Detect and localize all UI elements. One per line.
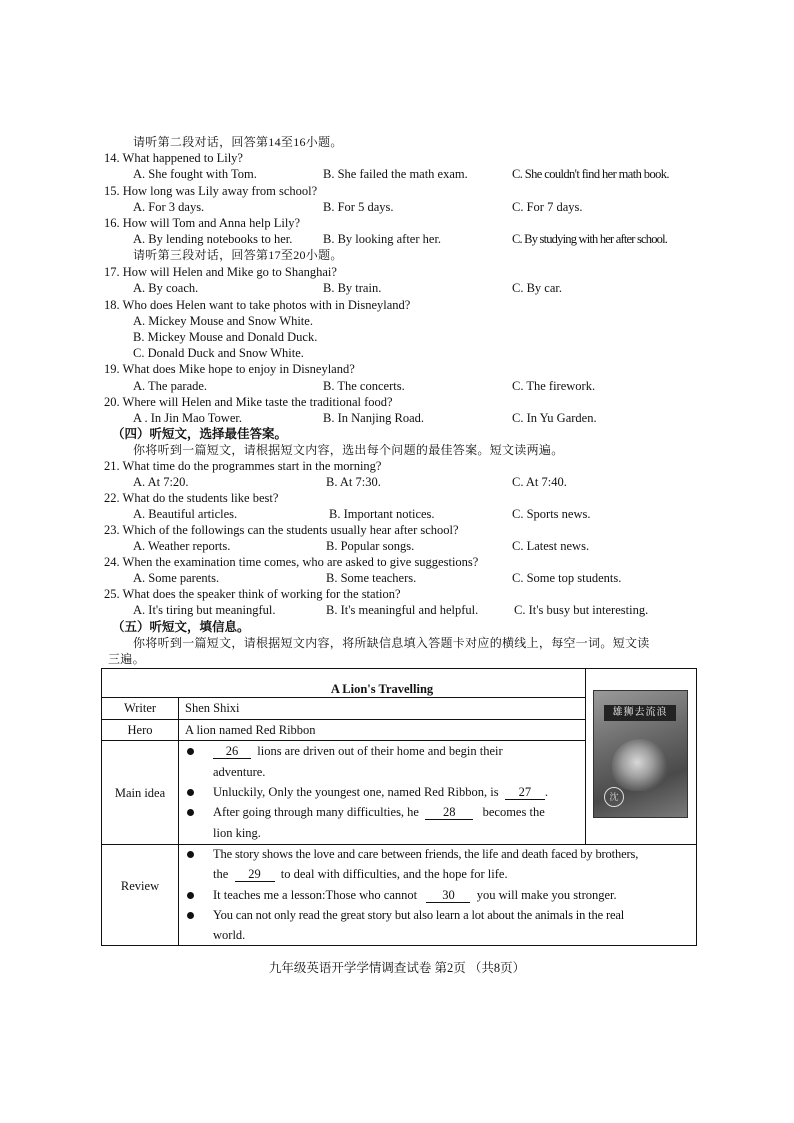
option-20a: A . In Jin Mao Tower. xyxy=(133,411,242,425)
table-rule xyxy=(102,719,585,720)
main-idea-bullet-2-end: . xyxy=(544,785,548,799)
question-25: 25. What does the speaker think of working for the station? xyxy=(104,587,401,601)
question-19: 19. What does Mike hope to enjoy in Disneyland? xyxy=(104,362,355,376)
bullet-icon xyxy=(187,809,194,816)
main-idea-bullet-3-text: After going through many difficulties, he xyxy=(213,805,419,819)
section-four-title: （四）听短文，选择最佳答案。 xyxy=(112,427,288,441)
blank-30: 30 xyxy=(426,888,470,903)
hero-label: Hero xyxy=(127,723,153,737)
bullet-icon xyxy=(187,789,194,796)
question-14: 14. What happened to Lily? xyxy=(104,151,243,165)
option-22a: A. Beautiful articles. xyxy=(133,507,238,521)
option-15c: C. For 7 days. xyxy=(512,200,583,214)
page-footer: 九年级英语开学学情调查试卷 第2页 （共8页） xyxy=(268,961,526,975)
option-16a: A. By lending notebooks to her. xyxy=(133,232,293,246)
table-rule xyxy=(102,697,585,698)
option-15b: B. For 5 days. xyxy=(323,200,394,214)
lion-illustration xyxy=(612,739,668,791)
question-22: 22. What do the students like best? xyxy=(104,491,279,505)
option-17a: A. By coach. xyxy=(133,281,199,295)
option-22c: C. Sports news. xyxy=(512,507,591,521)
instruction-dialogue-3: 请听第三段对话，回答第17至20小题。 xyxy=(133,248,343,262)
review-bullet-3-cont: world. xyxy=(213,928,246,942)
section-five-instruction: 你将听到一篇短文，请根据短文内容，将所缺信息填入答题卡对应的横线上，每空一词。短文读 xyxy=(133,636,650,650)
review-bullet-1: The story shows the love and care between friends, the life and death faced by brothers, xyxy=(213,847,639,861)
bullet-icon xyxy=(187,748,194,755)
review-bullet-3: You can not only read the great story but also learn a lot about the animals in the real xyxy=(213,908,625,922)
option-24a: A. Some parents. xyxy=(133,571,220,585)
option-20c: C. In Yu Garden. xyxy=(512,411,597,425)
writer-label: Writer xyxy=(123,701,157,715)
option-18a: A. Mickey Mouse and Snow White. xyxy=(133,314,313,328)
review-bullet-2-post: you will make you stronger. xyxy=(476,888,617,902)
option-21b: B. At 7:30. xyxy=(326,475,381,489)
table-rule xyxy=(102,740,585,741)
blank-29: 29 xyxy=(235,867,275,882)
main-idea-bullet-2-text: Unluckily, Only the youngest one, named Red Ribbon, is xyxy=(213,785,499,799)
option-21c: C. At 7:40. xyxy=(512,475,567,489)
writer-value: Shen Shixi xyxy=(185,701,240,715)
option-19c: C. The firework. xyxy=(512,379,596,393)
option-16b: B. By looking after her. xyxy=(323,232,442,246)
option-18b: B. Mickey Mouse and Donald Duck. xyxy=(133,330,318,344)
review-bullet-1-post: to deal with difficulties, and the hope for life. xyxy=(280,867,508,881)
main-idea-bullet-1-cont: adventure. xyxy=(213,765,266,779)
option-25a: A. It's tiring but meaningful. xyxy=(133,603,276,617)
option-23b: B. Popular songs. xyxy=(326,539,415,553)
option-14b: B. She failed the math exam. xyxy=(323,167,468,181)
option-17b: B. By train. xyxy=(323,281,382,295)
option-25b: B. It's meaningful and helpful. xyxy=(326,603,479,617)
option-22b: B. Important notices. xyxy=(329,507,435,521)
option-24c: C. Some top students. xyxy=(512,571,622,585)
review-bullet-2 xyxy=(213,887,617,903)
instruction-dialogue-2: 请听第二段对话，回答第14至16小题。 xyxy=(133,135,343,149)
question-18: 18. Who does Helen want to take photos with in Disneyland? xyxy=(104,298,411,312)
question-20: 20. Where will Helen and Mike taste the traditional food? xyxy=(104,395,393,409)
option-14c: C. She couldn't find her math book. xyxy=(512,167,669,181)
option-20b: B. In Nanjing Road. xyxy=(323,411,425,425)
table-rule xyxy=(585,669,586,844)
question-24: 24. When the examination time comes, who are asked to give suggestions? xyxy=(104,555,479,569)
review-bullet-1-pre: the xyxy=(213,867,229,881)
blank-27: 27 xyxy=(505,785,545,800)
book-seal: 沈 xyxy=(604,787,624,807)
book-cover-title: 雄狮去流浪 xyxy=(604,705,676,721)
question-16: 16. How will Tom and Anna help Lily? xyxy=(104,216,301,230)
option-24b: B. Some teachers. xyxy=(326,571,417,585)
main-idea-bullet-1 xyxy=(213,743,503,759)
option-19a: A. The parade. xyxy=(133,379,208,393)
option-17c: C. By car. xyxy=(512,281,562,295)
option-14a: A. She fought with Tom. xyxy=(133,167,257,181)
bullet-icon xyxy=(187,892,194,899)
book-cover-image xyxy=(593,690,688,818)
review-label: Review xyxy=(120,879,160,893)
hero-value: A lion named Red Ribbon xyxy=(185,723,316,737)
main-idea-bullet-3-end: becomes the xyxy=(482,805,545,819)
bullet-icon xyxy=(187,851,194,858)
option-15a: A. For 3 days. xyxy=(133,200,205,214)
section-five-instruction-cont: 三遍。 xyxy=(108,652,145,666)
main-idea-bullet-2 xyxy=(213,784,548,800)
option-23a: A. Weather reports. xyxy=(133,539,231,553)
blank-28: 28 xyxy=(425,805,473,820)
main-idea-label: Main idea xyxy=(114,786,166,800)
question-15: 15. How long was Lily away from school? xyxy=(104,184,318,198)
question-21: 21. What time do the programmes start in the morning? xyxy=(104,459,382,473)
option-23c: C. Latest news. xyxy=(512,539,590,553)
review-bullet-2-text: It teaches me a lesson:Those who cannot xyxy=(213,888,418,902)
option-21a: A. At 7:20. xyxy=(133,475,189,489)
section-four-instruction: 你将听到一篇短文，请根据短文内容，选出每个问题的最佳答案。短文读两遍。 xyxy=(133,443,564,457)
blank-26: 26 xyxy=(213,744,251,759)
option-16c: C. By studying with her after school. xyxy=(512,232,668,246)
option-25c: C. It's busy but interesting. xyxy=(514,603,649,617)
main-idea-bullet-3-cont: lion king. xyxy=(213,826,261,840)
section-five-title: （五）听短文，填信息。 xyxy=(112,620,250,634)
bullet-icon xyxy=(187,912,194,919)
question-17: 17. How will Helen and Mike go to Shanghai? xyxy=(104,265,337,279)
table-rule xyxy=(102,844,696,845)
table-title: A Lion's Travelling xyxy=(330,682,434,696)
main-idea-bullet-1-text: lions are driven out of their home and begin their xyxy=(257,744,503,758)
question-23: 23. Which of the followings can the students usually hear after school? xyxy=(104,523,459,537)
option-18c: C. Donald Duck and Snow White. xyxy=(133,346,304,360)
table-rule xyxy=(178,697,179,945)
review-bullet-1-cont xyxy=(213,866,508,882)
option-19b: B. The concerts. xyxy=(323,379,405,393)
main-idea-bullet-3 xyxy=(213,804,545,820)
